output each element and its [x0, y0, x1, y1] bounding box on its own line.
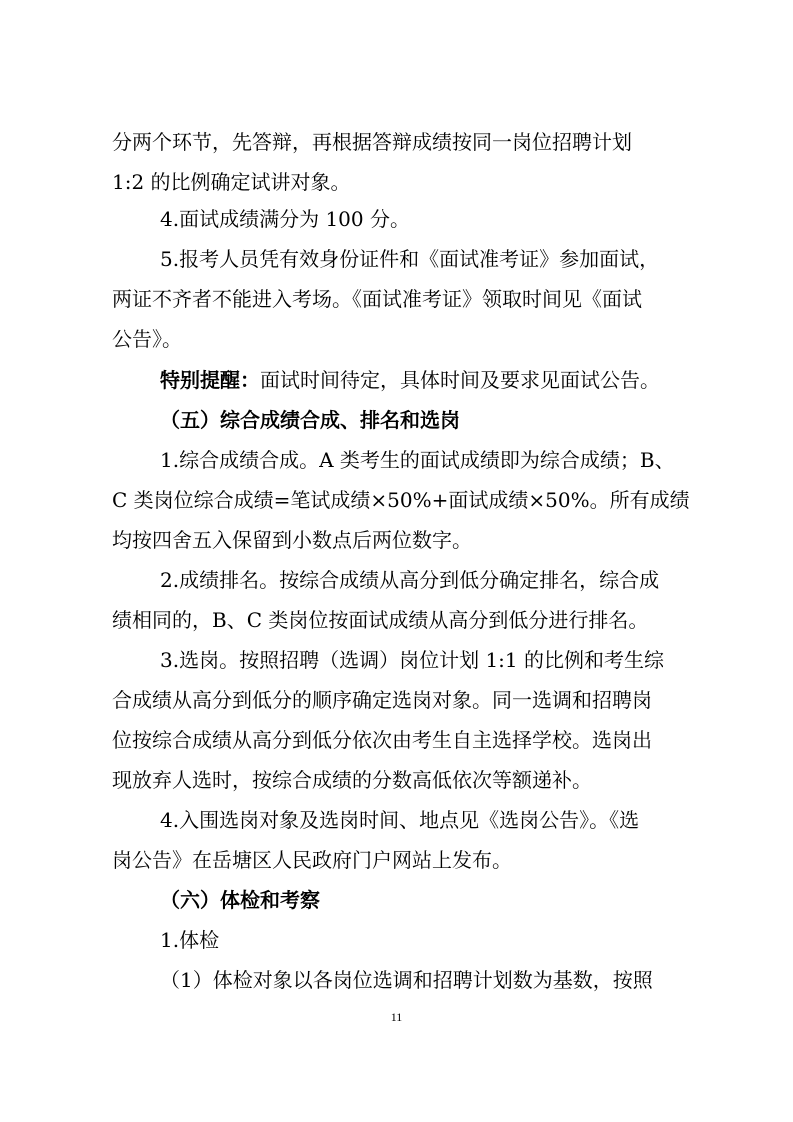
- paragraph-line: 合成绩从高分到低分的顺序确定选岗对象。同一选调和招聘岗: [112, 688, 652, 712]
- paragraph-line: 1.体检: [160, 928, 220, 952]
- paragraph-line: 绩相同的，B、C 类岗位按面试成绩从高分到低分进行排名。: [112, 608, 649, 632]
- paragraph-line: 3.选岗。按照招聘（选调）岗位计划 1:1 的比例和考生综: [160, 648, 664, 672]
- paragraph-line: 均按四舍五入保留到小数点后两位数字。: [112, 528, 472, 552]
- paragraph-line: 公告》。: [112, 327, 182, 351]
- section-heading-five: （五）综合成绩合成、排名和选岗: [160, 408, 460, 432]
- paragraph-line: 位按综合成绩从高分到低分依次由考生自主选择学校。选岗出: [112, 728, 652, 752]
- paragraph-line: 分两个环节，先答辩，再根据答辩成绩按同一岗位招聘计划: [112, 130, 632, 154]
- section-heading-six: （六）体检和考察: [160, 888, 320, 912]
- paragraph-line: 1:2 的比例确定试讲对象。: [112, 170, 351, 194]
- reminder-text: 面试时间待定，具体时间及要求见面试公告。: [260, 368, 660, 392]
- paragraph-line: 4.面试成绩满分为 100 分。: [160, 207, 410, 231]
- page-number: 11: [390, 1010, 403, 1024]
- paragraph-line: 1.综合成绩合成。A 类考生的面试成绩即为综合成绩；B、: [160, 448, 675, 472]
- paragraph-line: 现放弃人选时，按综合成绩的分数高低依次等额递补。: [112, 768, 592, 792]
- paragraph-line: 两证不齐者不能进入考场。《面试准考证》领取时间见《面试: [112, 287, 642, 311]
- paragraph-line: C 类岗位综合成绩=笔试成绩×50%+面试成绩×50%。所有成绩: [112, 488, 690, 512]
- reminder-label: 特别提醒：: [160, 368, 260, 392]
- paragraph-line: （1）体检对象以各岗位选调和招聘计划数为基数，按照: [160, 968, 653, 992]
- paragraph-line: 5.报考人员凭有效身份证件和《面试准考证》参加面试，: [160, 247, 660, 271]
- paragraph-line: 岗公告》在岳塘区人民政府门户网站上发布。: [112, 848, 512, 872]
- special-reminder: [160, 366, 660, 394]
- paragraph-line: 2.成绩排名。按综合成绩从高分到低分确定排名，综合成: [160, 568, 660, 592]
- paragraph-line: 4.入围选岗对象及选岗时间、地点见《选岗公告》。《选: [160, 808, 640, 832]
